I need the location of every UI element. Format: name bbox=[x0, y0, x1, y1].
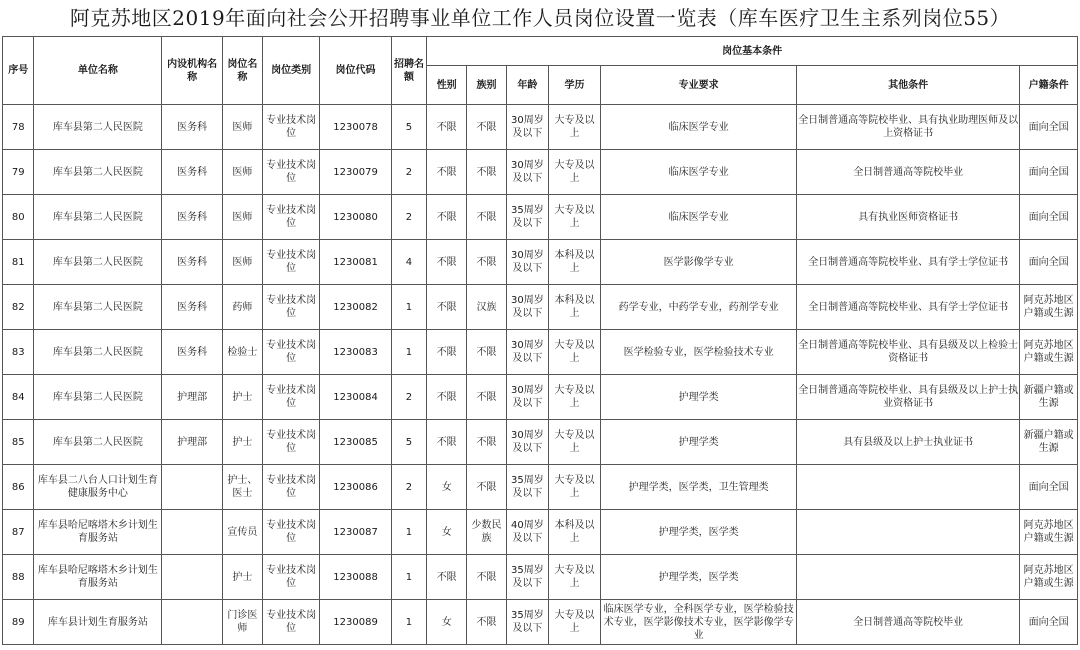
header-age: 年龄 bbox=[506, 66, 548, 105]
cell-post: 医师 bbox=[223, 240, 263, 285]
header-ethnicity: 族别 bbox=[467, 66, 507, 105]
table-row bbox=[3, 510, 1078, 555]
cell-dept: 护理部 bbox=[162, 375, 223, 420]
cell-major: 护理学类 bbox=[601, 375, 797, 420]
cell-education: 大专及以上 bbox=[548, 465, 600, 510]
cell-education: 大专及以上 bbox=[548, 150, 600, 195]
cell-post-type: 专业技术岗位 bbox=[262, 330, 320, 375]
cell-age: 35周岁及以下 bbox=[506, 465, 548, 510]
cell-ethnicity: 不限 bbox=[467, 375, 507, 420]
cell-gender: 不限 bbox=[427, 375, 467, 420]
cell-gender: 不限 bbox=[427, 285, 467, 330]
cell-education: 大专及以上 bbox=[548, 375, 600, 420]
cell-dept: 医务科 bbox=[162, 330, 223, 375]
cell-other: 全日制普通高等院校毕业、具有执业助理医师及以上资格证书 bbox=[797, 105, 1020, 150]
cell-post-code: 1230087 bbox=[320, 510, 391, 555]
cell-other: 全日制普通高等院校毕业、具有县级及以上检验士资格证书 bbox=[797, 330, 1020, 375]
cell-post-type: 专业技术岗位 bbox=[262, 375, 320, 420]
cell-age: 30周岁及以下 bbox=[506, 375, 548, 420]
cell-dept: 护理部 bbox=[162, 420, 223, 465]
cell-hukou: 面向全国 bbox=[1020, 195, 1078, 240]
cell-post-code: 1230085 bbox=[320, 420, 391, 465]
cell-gender: 女 bbox=[427, 465, 467, 510]
cell-quota: 1 bbox=[391, 285, 427, 330]
cell-unit-name: 库车县哈尼喀塔木乡计划生育服务站 bbox=[34, 555, 162, 600]
header-basic-conditions: 岗位基本条件 bbox=[427, 37, 1078, 66]
cell-ethnicity: 不限 bbox=[467, 330, 507, 375]
cell-dept: 医务科 bbox=[162, 150, 223, 195]
cell-unit-name: 库车县第二人民医院 bbox=[34, 285, 162, 330]
header-post-type: 岗位类别 bbox=[262, 37, 320, 105]
cell-age: 40周岁及以下 bbox=[506, 510, 548, 555]
cell-gender: 不限 bbox=[427, 420, 467, 465]
cell-quota: 1 bbox=[391, 600, 427, 645]
cell-other: 具有县级及以上护士执业证书 bbox=[797, 420, 1020, 465]
header-education: 学历 bbox=[548, 66, 600, 105]
cell-hukou: 阿克苏地区户籍或生源 bbox=[1020, 510, 1078, 555]
cell-dept: 医务科 bbox=[162, 285, 223, 330]
cell-seq: 83 bbox=[3, 330, 34, 375]
cell-unit-name: 库车县第二人民医院 bbox=[34, 195, 162, 240]
cell-age: 30周岁及以下 bbox=[506, 150, 548, 195]
cell-major: 护理学类，医学类 bbox=[601, 555, 797, 600]
cell-other: 全日制普通高等院校毕业、具有学士学位证书 bbox=[797, 240, 1020, 285]
cell-ethnicity: 不限 bbox=[467, 555, 507, 600]
cell-post: 门诊医师 bbox=[223, 600, 263, 645]
cell-post-type: 专业技术岗位 bbox=[262, 195, 320, 240]
cell-ethnicity: 不限 bbox=[467, 600, 507, 645]
cell-hukou: 面向全国 bbox=[1020, 465, 1078, 510]
cell-major: 医学影像学专业 bbox=[601, 240, 797, 285]
cell-post-code: 1230080 bbox=[320, 195, 391, 240]
table-row bbox=[3, 465, 1078, 510]
cell-education: 本科及以上 bbox=[548, 240, 600, 285]
cell-seq: 79 bbox=[3, 150, 34, 195]
cell-hukou: 面向全国 bbox=[1020, 240, 1078, 285]
cell-ethnicity: 不限 bbox=[467, 195, 507, 240]
table-row bbox=[3, 195, 1078, 240]
cell-major: 护理学类，医学类 bbox=[601, 510, 797, 555]
cell-age: 35周岁及以下 bbox=[506, 555, 548, 600]
cell-major: 临床医学专业，全科医学专业，医学检验技术专业，医学影像技术专业，医学影像学专业 bbox=[601, 600, 797, 645]
cell-ethnicity: 不限 bbox=[467, 105, 507, 150]
cell-post-code: 1230081 bbox=[320, 240, 391, 285]
cell-other: 全日制普通高等院校毕业、具有县级及以上护士执业资格证书 bbox=[797, 375, 1020, 420]
cell-seq: 85 bbox=[3, 420, 34, 465]
cell-dept bbox=[162, 510, 223, 555]
cell-education: 大专及以上 bbox=[548, 330, 600, 375]
cell-age: 30周岁及以下 bbox=[506, 330, 548, 375]
cell-post: 检验士 bbox=[223, 330, 263, 375]
cell-post: 护士 bbox=[223, 375, 263, 420]
cell-post-type: 专业技术岗位 bbox=[262, 555, 320, 600]
cell-major: 护理学类，医学类，卫生管理类 bbox=[601, 465, 797, 510]
cell-seq: 81 bbox=[3, 240, 34, 285]
cell-post: 宣传员 bbox=[223, 510, 263, 555]
cell-unit-name: 库车县第二人民医院 bbox=[34, 105, 162, 150]
cell-seq: 80 bbox=[3, 195, 34, 240]
cell-age: 30周岁及以下 bbox=[506, 285, 548, 330]
cell-post-type: 专业技术岗位 bbox=[262, 420, 320, 465]
cell-post-code: 1230083 bbox=[320, 330, 391, 375]
cell-education: 本科及以上 bbox=[548, 510, 600, 555]
header-major: 专业要求 bbox=[601, 66, 797, 105]
cell-quota: 2 bbox=[391, 195, 427, 240]
cell-unit-name: 库车县哈尼喀塔木乡计划生育服务站 bbox=[34, 510, 162, 555]
cell-post-type: 专业技术岗位 bbox=[262, 600, 320, 645]
table-row bbox=[3, 420, 1078, 465]
cell-major: 医学检验专业，医学检验技术专业 bbox=[601, 330, 797, 375]
header-seq: 序号 bbox=[3, 37, 34, 105]
cell-hukou: 面向全国 bbox=[1020, 600, 1078, 645]
cell-post-type: 专业技术岗位 bbox=[262, 150, 320, 195]
cell-quota: 2 bbox=[391, 465, 427, 510]
cell-quota: 4 bbox=[391, 240, 427, 285]
cell-seq: 78 bbox=[3, 105, 34, 150]
cell-hukou: 阿克苏地区户籍或生源 bbox=[1020, 555, 1078, 600]
cell-post-code: 1230078 bbox=[320, 105, 391, 150]
cell-education: 大专及以上 bbox=[548, 195, 600, 240]
table-row bbox=[3, 105, 1078, 150]
table-row bbox=[3, 375, 1078, 420]
cell-education: 大专及以上 bbox=[548, 555, 600, 600]
header-other: 其他条件 bbox=[797, 66, 1020, 105]
cell-post-code: 1230089 bbox=[320, 600, 391, 645]
cell-age: 35周岁及以下 bbox=[506, 195, 548, 240]
cell-age: 30周岁及以下 bbox=[506, 240, 548, 285]
cell-age: 30周岁及以下 bbox=[506, 420, 548, 465]
cell-other: 具有执业医师资格证书 bbox=[797, 195, 1020, 240]
cell-other: 全日制普通高等院校毕业、具有学士学位证书 bbox=[797, 285, 1020, 330]
cell-post-code: 1230086 bbox=[320, 465, 391, 510]
cell-unit-name: 库车县二八台人口计划生育健康服务中心 bbox=[34, 465, 162, 510]
cell-post-type: 专业技术岗位 bbox=[262, 285, 320, 330]
cell-unit-name: 库车县第二人民医院 bbox=[34, 330, 162, 375]
cell-quota: 1 bbox=[391, 555, 427, 600]
cell-age: 30周岁及以下 bbox=[506, 105, 548, 150]
cell-gender: 不限 bbox=[427, 240, 467, 285]
cell-seq: 84 bbox=[3, 375, 34, 420]
cell-unit-name: 库车县第二人民医院 bbox=[34, 375, 162, 420]
cell-quota: 2 bbox=[391, 375, 427, 420]
cell-dept: 医务科 bbox=[162, 105, 223, 150]
cell-ethnicity: 不限 bbox=[467, 420, 507, 465]
header-dept: 内设机构名称 bbox=[162, 37, 223, 105]
cell-post: 医师 bbox=[223, 150, 263, 195]
cell-seq: 87 bbox=[3, 510, 34, 555]
cell-dept bbox=[162, 555, 223, 600]
cell-quota: 5 bbox=[391, 105, 427, 150]
cell-unit-name: 库车县第二人民医院 bbox=[34, 240, 162, 285]
cell-education: 本科及以上 bbox=[548, 285, 600, 330]
cell-post-code: 1230088 bbox=[320, 555, 391, 600]
cell-education: 大专及以上 bbox=[548, 105, 600, 150]
header-post-code: 岗位代码 bbox=[320, 37, 391, 105]
cell-ethnicity: 不限 bbox=[467, 240, 507, 285]
cell-major: 临床医学专业 bbox=[601, 105, 797, 150]
table-row bbox=[3, 285, 1078, 330]
cell-hukou: 面向全国 bbox=[1020, 150, 1078, 195]
cell-dept: 医务科 bbox=[162, 240, 223, 285]
cell-dept: 医务科 bbox=[162, 195, 223, 240]
cell-major: 护理学类 bbox=[601, 420, 797, 465]
cell-ethnicity: 少数民族 bbox=[467, 510, 507, 555]
cell-quota: 1 bbox=[391, 510, 427, 555]
cell-hukou: 新疆户籍或生源 bbox=[1020, 375, 1078, 420]
header-post: 岗位名称 bbox=[223, 37, 263, 105]
cell-seq: 88 bbox=[3, 555, 34, 600]
cell-seq: 86 bbox=[3, 465, 34, 510]
cell-unit-name: 库车县第二人民医院 bbox=[34, 150, 162, 195]
header-gender: 性别 bbox=[427, 66, 467, 105]
cell-seq: 82 bbox=[3, 285, 34, 330]
cell-gender: 不限 bbox=[427, 195, 467, 240]
cell-major: 临床医学专业 bbox=[601, 195, 797, 240]
cell-unit-name: 库车县计划生育服务站 bbox=[34, 600, 162, 645]
job-table bbox=[2, 36, 1078, 645]
header-unit: 单位名称 bbox=[34, 37, 162, 105]
cell-major: 药学专业，中药学专业，药剂学专业 bbox=[601, 285, 797, 330]
cell-post-type: 专业技术岗位 bbox=[262, 240, 320, 285]
cell-other: 全日制普通高等院校毕业 bbox=[797, 600, 1020, 645]
cell-post: 医师 bbox=[223, 105, 263, 150]
table-row bbox=[3, 600, 1078, 645]
cell-post-code: 1230082 bbox=[320, 285, 391, 330]
cell-major: 临床医学专业 bbox=[601, 150, 797, 195]
cell-dept bbox=[162, 465, 223, 510]
cell-post: 护士 bbox=[223, 420, 263, 465]
cell-post: 护士、医士 bbox=[223, 465, 263, 510]
cell-post: 护士 bbox=[223, 555, 263, 600]
cell-other bbox=[797, 510, 1020, 555]
cell-ethnicity: 不限 bbox=[467, 150, 507, 195]
cell-gender: 不限 bbox=[427, 105, 467, 150]
page-title: 阿克苏地区2019年面向社会公开招聘事业单位工作人员岗位设置一览表（库车医疗卫生主系列岗位55） bbox=[69, 6, 1011, 30]
cell-gender: 不限 bbox=[427, 555, 467, 600]
cell-gender: 不限 bbox=[427, 330, 467, 375]
cell-gender: 女 bbox=[427, 600, 467, 645]
cell-hukou: 新疆户籍或生源 bbox=[1020, 420, 1078, 465]
cell-gender: 女 bbox=[427, 510, 467, 555]
cell-post-type: 专业技术岗位 bbox=[262, 465, 320, 510]
cell-post-type: 专业技术岗位 bbox=[262, 510, 320, 555]
cell-quota: 1 bbox=[391, 330, 427, 375]
cell-other bbox=[797, 465, 1020, 510]
cell-post-code: 1230079 bbox=[320, 150, 391, 195]
header-quota: 招聘名额 bbox=[391, 37, 427, 105]
cell-hukou: 阿克苏地区户籍或生源 bbox=[1020, 285, 1078, 330]
cell-dept bbox=[162, 600, 223, 645]
header-hukou: 户籍条件 bbox=[1020, 66, 1078, 105]
cell-ethnicity: 汉族 bbox=[467, 285, 507, 330]
cell-post: 药师 bbox=[223, 285, 263, 330]
cell-other: 全日制普通高等院校毕业 bbox=[797, 150, 1020, 195]
table-row bbox=[3, 240, 1078, 285]
cell-hukou: 阿克苏地区户籍或生源 bbox=[1020, 330, 1078, 375]
table-row bbox=[3, 330, 1078, 375]
cell-post-code: 1230084 bbox=[320, 375, 391, 420]
cell-ethnicity: 不限 bbox=[467, 465, 507, 510]
cell-age: 35周岁及以下 bbox=[506, 600, 548, 645]
cell-other bbox=[797, 555, 1020, 600]
cell-education: 大专及以上 bbox=[548, 600, 600, 645]
cell-gender: 不限 bbox=[427, 150, 467, 195]
cell-quota: 5 bbox=[391, 420, 427, 465]
table-row bbox=[3, 555, 1078, 600]
table-row bbox=[3, 150, 1078, 195]
cell-unit-name: 库车县第二人民医院 bbox=[34, 420, 162, 465]
cell-hukou: 面向全国 bbox=[1020, 105, 1078, 150]
cell-quota: 2 bbox=[391, 150, 427, 195]
cell-post-type: 专业技术岗位 bbox=[262, 105, 320, 150]
cell-seq: 89 bbox=[3, 600, 34, 645]
cell-post: 医师 bbox=[223, 195, 263, 240]
cell-education: 大专及以上 bbox=[548, 420, 600, 465]
